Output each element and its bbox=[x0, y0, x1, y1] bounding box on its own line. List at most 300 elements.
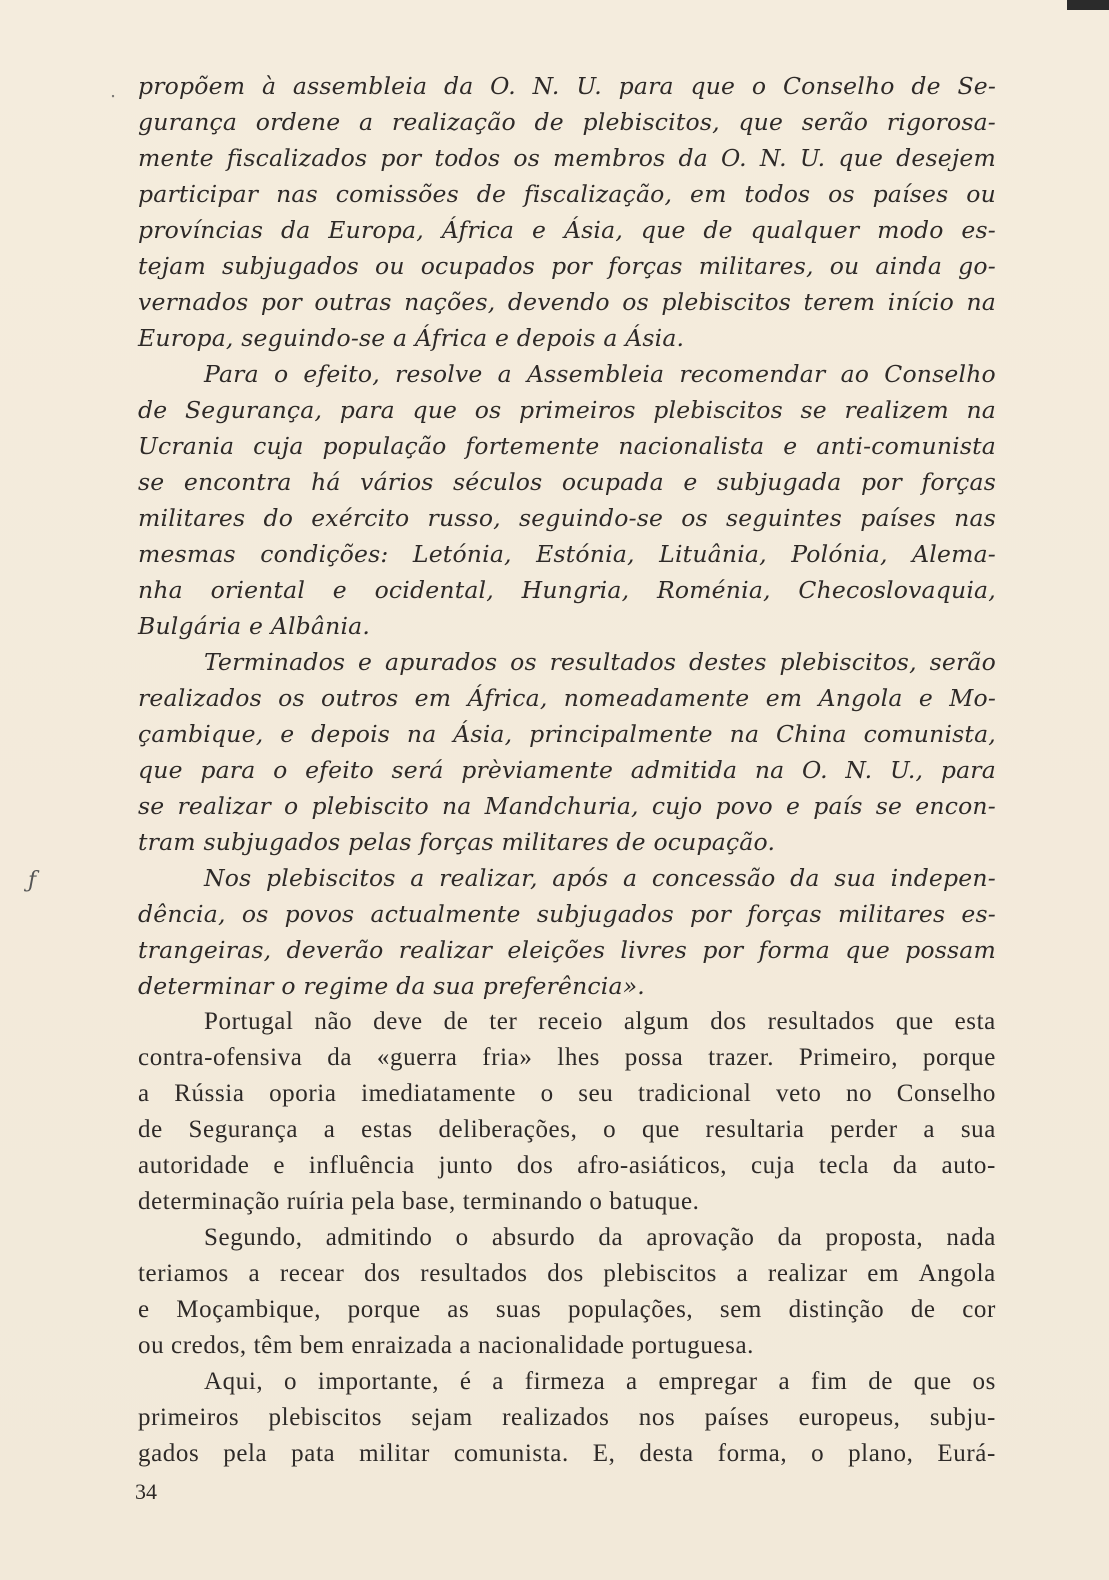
word: por bbox=[551, 252, 593, 280]
word: «guerra bbox=[376, 1044, 458, 1071]
word: países bbox=[860, 504, 936, 532]
word: de bbox=[534, 108, 564, 136]
word: aprovação bbox=[646, 1224, 755, 1251]
word: empregar bbox=[658, 1368, 758, 1395]
word: tecla bbox=[818, 1152, 870, 1179]
word: realizados bbox=[138, 684, 262, 712]
text-line bbox=[138, 248, 996, 284]
word: es- bbox=[961, 900, 996, 928]
word: sem bbox=[719, 1296, 762, 1323]
word: admitida bbox=[630, 756, 738, 784]
word: cor bbox=[962, 1296, 996, 1323]
word: o bbox=[284, 1368, 298, 1395]
word: ou bbox=[966, 180, 996, 208]
text-line bbox=[138, 140, 996, 176]
word: forma, bbox=[717, 1440, 788, 1467]
word: gados bbox=[138, 1440, 200, 1467]
word: resultados bbox=[767, 1008, 875, 1035]
word: plano, bbox=[848, 1440, 914, 1467]
word: anti-comunista bbox=[816, 432, 996, 460]
word: veto bbox=[776, 1080, 822, 1107]
word: deverão bbox=[286, 936, 384, 964]
word: absurdo bbox=[491, 1224, 576, 1251]
text-line bbox=[138, 752, 996, 788]
word: concessão bbox=[651, 864, 776, 892]
word: dos bbox=[710, 1008, 747, 1035]
word: Checoslovaquia, bbox=[798, 576, 996, 604]
word: militar bbox=[359, 1440, 430, 1467]
word: províncias bbox=[138, 216, 264, 244]
word: a bbox=[626, 1368, 638, 1395]
word: auto- bbox=[941, 1152, 996, 1179]
word: que bbox=[913, 1368, 952, 1395]
word: modo bbox=[877, 216, 944, 244]
word: fiscalização, bbox=[523, 180, 673, 208]
paragraph-first-line bbox=[138, 860, 996, 896]
word: deliberações, bbox=[438, 1116, 578, 1143]
word: países bbox=[704, 1404, 770, 1431]
word: a bbox=[410, 864, 425, 892]
word: livres bbox=[620, 936, 688, 964]
word: de bbox=[476, 180, 507, 208]
word: oriental bbox=[210, 576, 306, 604]
word: de bbox=[443, 1008, 469, 1035]
word: por bbox=[260, 288, 302, 316]
word: que bbox=[838, 144, 884, 172]
word: comissões bbox=[335, 180, 459, 208]
word: no bbox=[846, 1080, 873, 1107]
word: ao bbox=[840, 360, 870, 388]
word: membros bbox=[553, 144, 666, 172]
word: subjugada bbox=[716, 468, 842, 496]
word: forma bbox=[758, 936, 830, 964]
word: a bbox=[622, 864, 638, 892]
word: realizar bbox=[177, 792, 271, 820]
word: militares, bbox=[698, 252, 814, 280]
word: da bbox=[892, 1152, 918, 1179]
word: tejam bbox=[138, 252, 206, 280]
word: nha bbox=[138, 576, 183, 604]
word: e bbox=[683, 468, 698, 496]
word: qualquer bbox=[750, 216, 860, 244]
word: oporia bbox=[269, 1080, 337, 1107]
word: nada bbox=[946, 1224, 996, 1251]
word: os bbox=[828, 180, 855, 208]
word: nacionalista bbox=[618, 432, 765, 460]
word: a bbox=[497, 360, 512, 388]
word: Mandchuria, bbox=[484, 792, 639, 820]
word: o bbox=[751, 72, 767, 100]
word: em bbox=[414, 684, 452, 712]
word: o bbox=[273, 360, 289, 388]
word: em bbox=[765, 684, 803, 712]
word: resultados bbox=[549, 648, 677, 676]
word: distinção bbox=[788, 1296, 885, 1323]
word: terem bbox=[803, 288, 876, 316]
word: rigorosa- bbox=[886, 108, 996, 136]
word: por bbox=[380, 144, 422, 172]
word: para bbox=[339, 396, 395, 424]
word: para bbox=[200, 756, 256, 784]
word: importante, bbox=[317, 1368, 440, 1395]
word: teriamos bbox=[138, 1260, 229, 1287]
word: população bbox=[322, 432, 447, 460]
word: a bbox=[778, 1368, 791, 1395]
word: subju- bbox=[929, 1404, 996, 1431]
word: ainda bbox=[875, 252, 943, 280]
text-line bbox=[138, 68, 996, 104]
word: mente bbox=[138, 144, 214, 172]
word: estas bbox=[361, 1116, 413, 1143]
word: da bbox=[280, 216, 311, 244]
word: os bbox=[474, 396, 502, 424]
word: e bbox=[358, 648, 373, 676]
word: E, bbox=[592, 1440, 616, 1467]
word: recear bbox=[279, 1260, 345, 1287]
margin-pencil-mark: ƒ bbox=[28, 868, 37, 893]
word: encontra bbox=[183, 468, 292, 496]
text-line bbox=[138, 212, 996, 248]
word: os bbox=[513, 144, 540, 172]
text-line bbox=[138, 500, 996, 536]
word: Letónia, bbox=[412, 540, 512, 568]
word: a bbox=[923, 1116, 936, 1143]
text-line bbox=[138, 932, 996, 968]
word: possa bbox=[624, 1044, 684, 1071]
word: afro-asiáticos, bbox=[577, 1152, 728, 1179]
word: povos bbox=[284, 900, 355, 928]
word: o bbox=[603, 1116, 617, 1143]
word: N. bbox=[845, 756, 873, 784]
word: desta bbox=[639, 1440, 694, 1467]
word: há bbox=[311, 468, 341, 496]
word: na bbox=[966, 288, 996, 316]
word: após bbox=[552, 864, 609, 892]
word: os bbox=[241, 900, 269, 928]
word: propõem bbox=[138, 72, 246, 100]
word: prèviamente bbox=[461, 756, 614, 784]
word: resolve bbox=[395, 360, 483, 388]
text-line bbox=[138, 1400, 996, 1436]
word: Hungria, bbox=[521, 576, 630, 604]
word: plebiscitos bbox=[653, 396, 783, 424]
word: cuja bbox=[253, 432, 304, 460]
word: e bbox=[786, 792, 801, 820]
word: realizar, bbox=[439, 864, 538, 892]
paragraph-end-line: ou credos, têm bem enraizada a nacionalidade portuguesa. bbox=[138, 1332, 754, 1359]
word: que bbox=[412, 396, 458, 424]
word: imediatamente bbox=[361, 1080, 517, 1107]
word: Conselho bbox=[782, 72, 895, 100]
word: realizados bbox=[502, 1404, 610, 1431]
word: em bbox=[690, 180, 727, 208]
text-line bbox=[138, 104, 996, 140]
word: vários bbox=[360, 468, 434, 496]
word: e bbox=[280, 720, 295, 748]
word: da bbox=[790, 864, 820, 892]
word: Polónia, bbox=[791, 540, 888, 568]
word: sua bbox=[960, 1116, 996, 1143]
word: tradicional bbox=[637, 1080, 752, 1107]
scan-edge-mark bbox=[1067, 0, 1109, 10]
word: destes bbox=[688, 648, 767, 676]
word: gurança bbox=[138, 108, 238, 136]
word: a bbox=[359, 108, 374, 136]
word: na bbox=[441, 792, 472, 820]
word: go- bbox=[958, 252, 996, 280]
word: plebiscitos bbox=[266, 864, 396, 892]
word: para bbox=[618, 72, 674, 100]
word: Aqui, bbox=[204, 1368, 264, 1395]
paragraph-first-line bbox=[138, 356, 996, 392]
word: que bbox=[641, 1116, 680, 1143]
word: principalmente bbox=[529, 720, 713, 748]
word: da bbox=[598, 1224, 624, 1251]
paragraph-first-line bbox=[138, 644, 996, 680]
word: firmeza bbox=[524, 1368, 606, 1395]
word: se bbox=[138, 468, 165, 496]
word: nações, bbox=[404, 288, 496, 316]
word: Angola bbox=[918, 1260, 996, 1287]
word: que bbox=[738, 108, 784, 136]
word: populações, bbox=[567, 1296, 694, 1323]
word: Segurança, bbox=[184, 396, 323, 424]
text-line bbox=[138, 716, 996, 752]
word: povo bbox=[715, 792, 773, 820]
word: subjugados bbox=[221, 252, 359, 280]
word: Assembleia bbox=[526, 360, 665, 388]
word: Mo- bbox=[949, 684, 996, 712]
word: resultados bbox=[420, 1260, 528, 1287]
word: Angola bbox=[818, 684, 903, 712]
word: de bbox=[911, 72, 941, 100]
word: forças bbox=[921, 468, 996, 496]
word: de bbox=[910, 1296, 936, 1323]
word: o bbox=[811, 1440, 825, 1467]
word: U. bbox=[576, 72, 602, 100]
word: ocidental, bbox=[374, 576, 494, 604]
word: África bbox=[441, 216, 515, 244]
word: em bbox=[867, 1260, 900, 1287]
word: es- bbox=[961, 216, 996, 244]
word: dos bbox=[364, 1260, 401, 1287]
paragraph-first-line bbox=[138, 1364, 996, 1400]
word: que bbox=[845, 936, 890, 964]
word: séculos bbox=[453, 468, 543, 496]
word: e bbox=[273, 1152, 286, 1179]
word: Estónia, bbox=[536, 540, 635, 568]
text-line bbox=[138, 1112, 996, 1148]
word: nas bbox=[954, 504, 996, 532]
text-line bbox=[138, 1040, 996, 1076]
word: Eurá- bbox=[937, 1440, 996, 1467]
word: U. bbox=[799, 144, 826, 172]
word: comunista, bbox=[863, 720, 996, 748]
word: da bbox=[327, 1044, 353, 1071]
word: mesmas bbox=[138, 540, 236, 568]
word: a bbox=[248, 1260, 261, 1287]
page-number: 34 bbox=[135, 1479, 157, 1504]
word: Moçambique, bbox=[176, 1296, 322, 1323]
word: junto bbox=[438, 1152, 494, 1179]
word: ter bbox=[489, 1008, 518, 1035]
word: porque bbox=[347, 1296, 421, 1323]
word: plebiscitos, bbox=[779, 648, 917, 676]
word: possam bbox=[905, 936, 996, 964]
word: çambique, bbox=[138, 720, 264, 748]
word: seu bbox=[578, 1080, 614, 1107]
paragraph-first-line bbox=[138, 1220, 996, 1256]
word: Segundo, bbox=[204, 1224, 303, 1251]
word: por bbox=[702, 936, 744, 964]
word: fim bbox=[810, 1368, 848, 1395]
word: depois bbox=[311, 720, 391, 748]
text-line bbox=[138, 1148, 996, 1184]
word: é bbox=[459, 1368, 472, 1395]
word: e bbox=[918, 684, 933, 712]
text-line bbox=[138, 1076, 996, 1112]
word: actualmente bbox=[370, 900, 521, 928]
word: na bbox=[754, 756, 785, 784]
word: o bbox=[284, 792, 299, 820]
word: cujo bbox=[651, 792, 703, 820]
word: perder bbox=[830, 1116, 898, 1143]
word: África, bbox=[467, 684, 548, 712]
word: Rússia bbox=[174, 1080, 245, 1107]
margin-mark: ⸼ bbox=[112, 82, 116, 98]
word: O. bbox=[802, 756, 828, 784]
word: outras bbox=[314, 288, 392, 316]
text-line bbox=[138, 392, 996, 428]
word: receio bbox=[538, 1008, 603, 1035]
word: O. bbox=[720, 144, 747, 172]
word: participar bbox=[138, 180, 259, 208]
word: seguindo-se bbox=[519, 504, 664, 532]
word: exército bbox=[311, 504, 410, 532]
word: autoridade bbox=[138, 1152, 250, 1179]
word: forças bbox=[608, 252, 683, 280]
word: recomendar bbox=[679, 360, 826, 388]
word: resultaria bbox=[705, 1116, 805, 1143]
word: O. bbox=[490, 72, 516, 100]
word: trazer. bbox=[708, 1044, 775, 1071]
word: a bbox=[323, 1116, 336, 1143]
word: contra-ofensiva bbox=[138, 1044, 303, 1071]
word: seguintes bbox=[726, 504, 843, 532]
word: na bbox=[729, 720, 760, 748]
word: a bbox=[736, 1260, 749, 1287]
word: nos bbox=[638, 1404, 676, 1431]
word: que bbox=[640, 216, 686, 244]
word: esta bbox=[954, 1008, 996, 1035]
word: dos bbox=[516, 1152, 554, 1179]
word: Roménia, bbox=[656, 576, 771, 604]
word: de bbox=[138, 1116, 163, 1143]
body-text bbox=[138, 68, 996, 1472]
word: sua bbox=[834, 864, 876, 892]
text-line bbox=[138, 896, 996, 932]
word: plebiscitos bbox=[268, 1404, 383, 1431]
word: será bbox=[391, 756, 444, 784]
word: realizar bbox=[398, 936, 493, 964]
word: realização bbox=[391, 108, 516, 136]
word: o bbox=[273, 756, 288, 784]
word: Ásia, bbox=[453, 720, 513, 748]
word: Ásia, bbox=[563, 216, 624, 244]
word: os bbox=[972, 1368, 996, 1395]
word: da bbox=[443, 72, 474, 100]
word: Nos bbox=[204, 864, 252, 892]
word: encon- bbox=[915, 792, 996, 820]
word: de bbox=[703, 216, 733, 244]
paragraph-end-line: Bulgária e Albânia. bbox=[138, 612, 371, 640]
word: russo, bbox=[427, 504, 501, 532]
word: à bbox=[261, 72, 277, 100]
word: algum bbox=[623, 1008, 690, 1035]
word: Para bbox=[204, 360, 259, 388]
word: serão bbox=[801, 108, 869, 136]
word: deve bbox=[373, 1008, 423, 1035]
word: primeiros bbox=[518, 396, 636, 424]
word: realizar bbox=[767, 1260, 848, 1287]
word: forças bbox=[747, 900, 822, 928]
word: se bbox=[800, 396, 827, 424]
word: nas bbox=[276, 180, 318, 208]
word: plebiscito bbox=[311, 792, 429, 820]
word: cuja bbox=[750, 1152, 796, 1179]
word: países bbox=[872, 180, 949, 208]
word: a bbox=[492, 1368, 504, 1395]
text-line bbox=[138, 176, 996, 212]
word: e bbox=[532, 216, 547, 244]
word: de bbox=[138, 396, 168, 424]
word: plebiscitos bbox=[603, 1260, 717, 1287]
text-line bbox=[138, 464, 996, 500]
word: as bbox=[447, 1296, 470, 1323]
word: de bbox=[868, 1368, 894, 1395]
word: influência bbox=[308, 1152, 415, 1179]
word: dos bbox=[547, 1260, 584, 1287]
word: Conselho bbox=[896, 1080, 996, 1107]
word: na bbox=[966, 396, 996, 424]
word: se bbox=[875, 792, 903, 820]
word: ocupados bbox=[420, 252, 536, 280]
word: pela bbox=[223, 1440, 268, 1467]
word: comunista. bbox=[453, 1440, 569, 1467]
word: ordene bbox=[255, 108, 341, 136]
text-line bbox=[138, 1256, 996, 1292]
word: a bbox=[138, 1080, 150, 1107]
text-line bbox=[138, 1292, 996, 1328]
word: devendo bbox=[507, 288, 610, 316]
paragraph-first-line bbox=[138, 1004, 996, 1040]
word: se bbox=[138, 792, 165, 820]
word: na bbox=[406, 720, 437, 748]
word: condições: bbox=[260, 540, 389, 568]
word: do bbox=[263, 504, 294, 532]
word: dência, bbox=[138, 900, 226, 928]
word: vernados bbox=[138, 288, 249, 316]
word: porque bbox=[922, 1044, 996, 1071]
paragraph-end-line: tram subjugados pelas forças militares de ocupação. bbox=[138, 828, 776, 856]
word: não bbox=[314, 1008, 353, 1035]
text-line bbox=[138, 680, 996, 716]
word: indepen- bbox=[890, 864, 996, 892]
word: Primeiro, bbox=[798, 1044, 899, 1071]
word: Terminados bbox=[204, 648, 346, 676]
text-line bbox=[138, 284, 996, 320]
word: admitindo bbox=[325, 1224, 433, 1251]
